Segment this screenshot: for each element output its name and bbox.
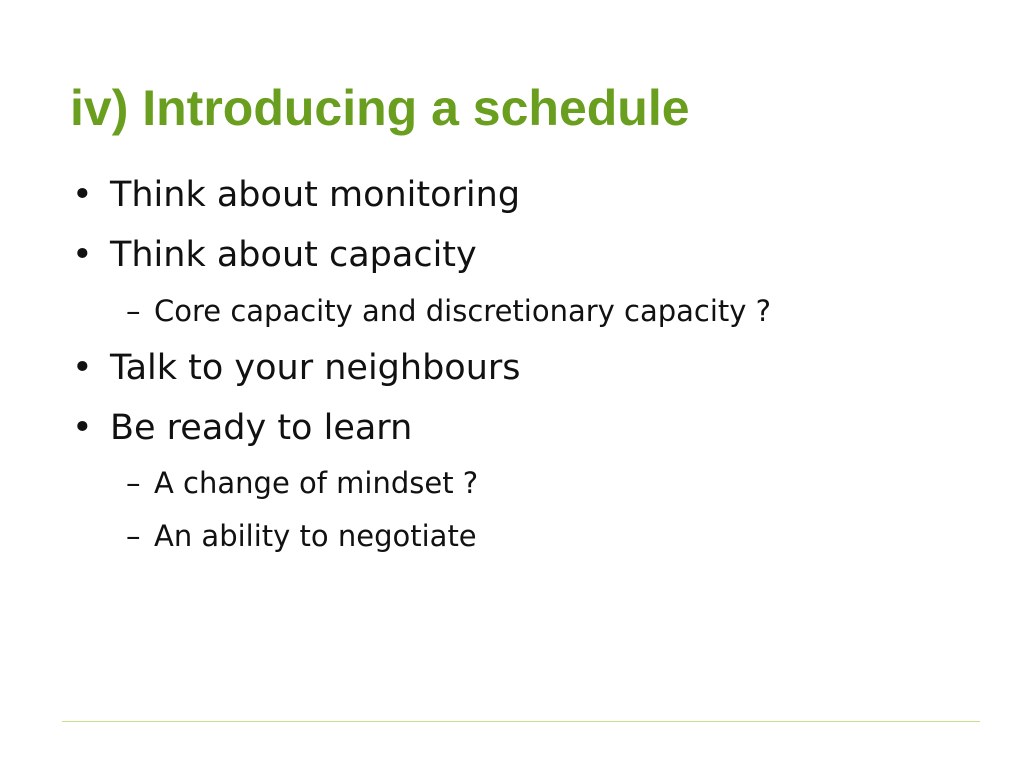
footer-divider [62, 721, 980, 722]
dash-marker: – [126, 294, 141, 328]
sub-bullet-item [126, 462, 478, 504]
slide-title: iv) Introducing a schedule [70, 80, 690, 136]
bullet-item [72, 403, 412, 453]
bullet-marker: • [72, 408, 93, 448]
bullet-text: Think about monitoring [110, 175, 521, 215]
bullet-marker: • [72, 235, 93, 275]
bullet-text: Talk to your neighbours [110, 348, 521, 388]
sub-bullet-text: An ability to negotiate [154, 519, 477, 553]
sub-bullet-text: Core capacity and discretionary capacity ? [154, 294, 772, 328]
bullet-marker: • [72, 175, 93, 215]
bullet-text: Be ready to learn [110, 408, 413, 448]
bullet-item [72, 230, 477, 280]
bullet-item [72, 170, 520, 220]
bullet-list [72, 0, 972, 768]
bullet-text: Think about capacity [110, 235, 477, 275]
bullet-item [72, 343, 521, 393]
dash-marker: – [126, 466, 141, 500]
sub-bullet-item [126, 515, 477, 557]
bullet-marker: • [72, 348, 93, 388]
sub-bullet-item [126, 290, 771, 332]
sub-bullet-text: A change of mindset ? [154, 466, 479, 500]
dash-marker: – [126, 519, 141, 553]
